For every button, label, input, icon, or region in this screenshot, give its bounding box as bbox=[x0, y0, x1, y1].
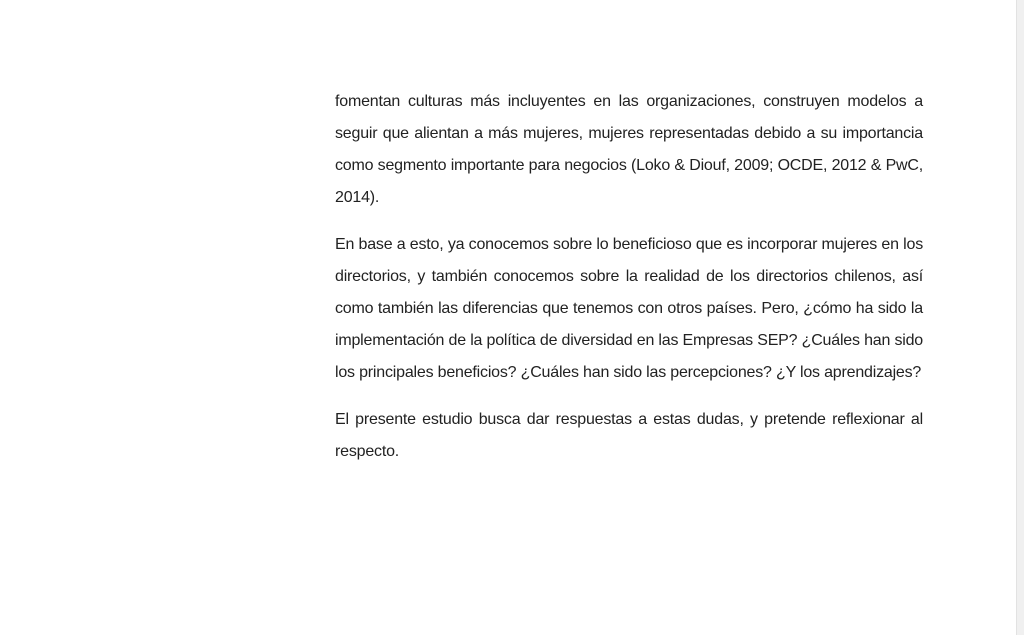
vertical-scrollbar[interactable] bbox=[1016, 0, 1024, 635]
paragraph-2: En base a esto, ya conocemos sobre lo beneficioso que es incorporar mujeres en los directorios, y también conocemos sobre la realidad de los directorios chilenos, así como también las diferencias que tenemos con otros países. Pero, ¿cómo ha sido la implementación de la política de diversidad en las Empresas SEP? ¿Cuáles han sido los principales beneficios? ¿Cuáles han sido las percepciones? ¿Y los aprendizajes? bbox=[335, 236, 923, 381]
paragraph-3: El presente estudio busca dar respuestas a estas dudas, y pretende reflexionar al respecto. bbox=[335, 411, 923, 460]
paragraph-1: fomentan culturas más incluyentes en las organizaciones, construyen modelos a seguir que alientan a más mujeres, mujeres representadas debido a su importancia como segmento importante para negocios (Loko & Diouf, 2009; OCDE, 2012 & PwC, 2014). bbox=[335, 93, 923, 206]
body-text bbox=[335, 86, 923, 483]
